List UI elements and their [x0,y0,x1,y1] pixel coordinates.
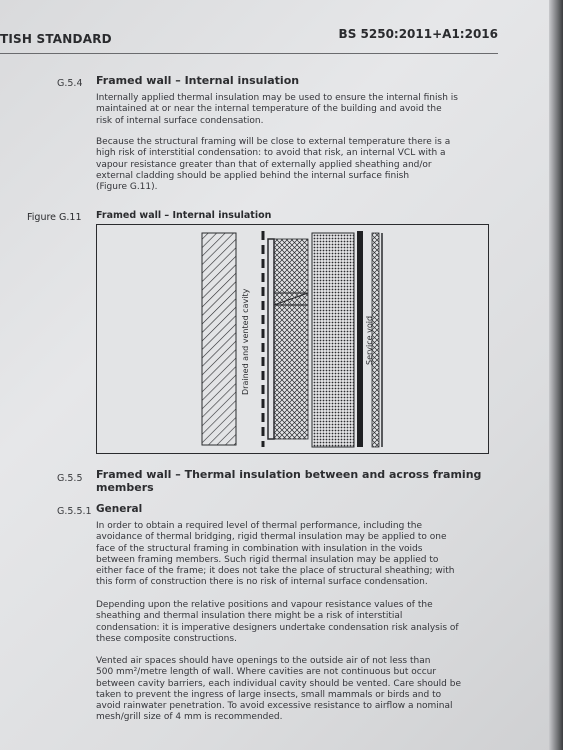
text-line: either face of the frame; it does not take the place of structural sheathing; with [96,566,455,577]
text-line: high risk of interstitial condensation: to avoid that risk, an internal VCL with a [96,148,446,159]
text-line: these composite constructions. [96,633,237,644]
figure-title: Framed wall – Internal insulation [96,210,272,221]
paragraph-g54-1 [96,93,496,127]
vapour-control-layer [357,231,363,447]
text-line: taken to prevent the ingress of large insects, small mammals or birds and to [96,689,442,700]
text-line: Because the structural framing will be close to external temperature there is a [96,137,451,147]
clause-number-g555: G.5.5 [57,473,83,484]
clause-title-g555 [96,468,481,494]
text-line: vapour resistance greater than that of externally applied sheathing and/or [96,159,432,170]
text-line: In order to obtain a required level of thermal performance, including the [96,521,422,531]
service-void-label: Service void [365,315,374,365]
text-line: maintained at or near the internal temperature of the building and avoid the [96,104,442,115]
header-rule [0,53,498,54]
cavity-label: Drained and vented cavity [241,288,250,395]
internal-insulation [312,233,354,447]
wall-section-diagram [97,225,487,452]
text-line: this form of construction there is no risk of internal surface condensation. [96,577,428,588]
text-line: Vented air spaces should have openings to the outside air of not less than [96,656,431,666]
paragraph-g54-2 [96,137,496,193]
title-line: Framed wall – Thermal insulation between and across framing [96,468,482,481]
clause-number-g54: G.5.4 [57,78,83,89]
text-line: avoid rainwater penetration. To avoid excessive resistance to airflow a nominal [96,701,453,712]
text-line: Depending upon the relative positions and vapour resistance values of the [96,600,433,610]
text-line: sheathing and thermal insulation there might be a risk of interstitial [96,611,403,622]
text-line: risk of internal surface condensation. [96,115,264,126]
clause-title-g54: Framed wall – Internal insulation [96,74,300,87]
text-line: between cavity barriers, each individual cavity should be vented. Care should be [96,678,461,689]
outer-cladding [202,233,236,445]
figure-number: Figure G.11 [27,212,82,223]
text-line: face of the structural framing in combination with insulation in the voids [96,543,423,554]
text-line: mesh/grill size of 4 mm is recommended. [96,712,283,723]
title-line: members [96,481,154,494]
text-line: Internally applied thermal insulation may be used to ensure the internal finish is [96,93,458,103]
text-line: (Figure G.11). [96,182,158,193]
screen-edge-shadow [549,0,563,750]
text-line: 500 mm²/metre length of wall. Where cavities are not continuous but occur [96,667,437,678]
text-line: condensation: it is imperative designers undertake condensation risk analysis of [96,622,459,633]
text-line: between framing members. Such rigid thermal insulation may be applied to [96,554,439,565]
sheathing-board [268,239,274,439]
paragraph-g5551-3 [96,656,496,724]
standard-number: BS 5250:2011+A1:2016 [338,27,498,41]
paragraph-g5551-1 [96,521,496,589]
clause-number-g5551: G.5.5.1 [57,506,92,517]
framing-insulation [274,239,308,439]
running-header-left: TISH STANDARD [0,32,112,46]
clause-title-g5551: General [96,503,143,515]
figure-wall-section [96,224,489,454]
text-line: avoidance of thermal bridging, rigid thermal insulation may be applied to one [96,532,447,543]
text-line: external cladding should be applied behind the internal surface finish [96,170,410,181]
paragraph-g5551-2 [96,600,496,645]
